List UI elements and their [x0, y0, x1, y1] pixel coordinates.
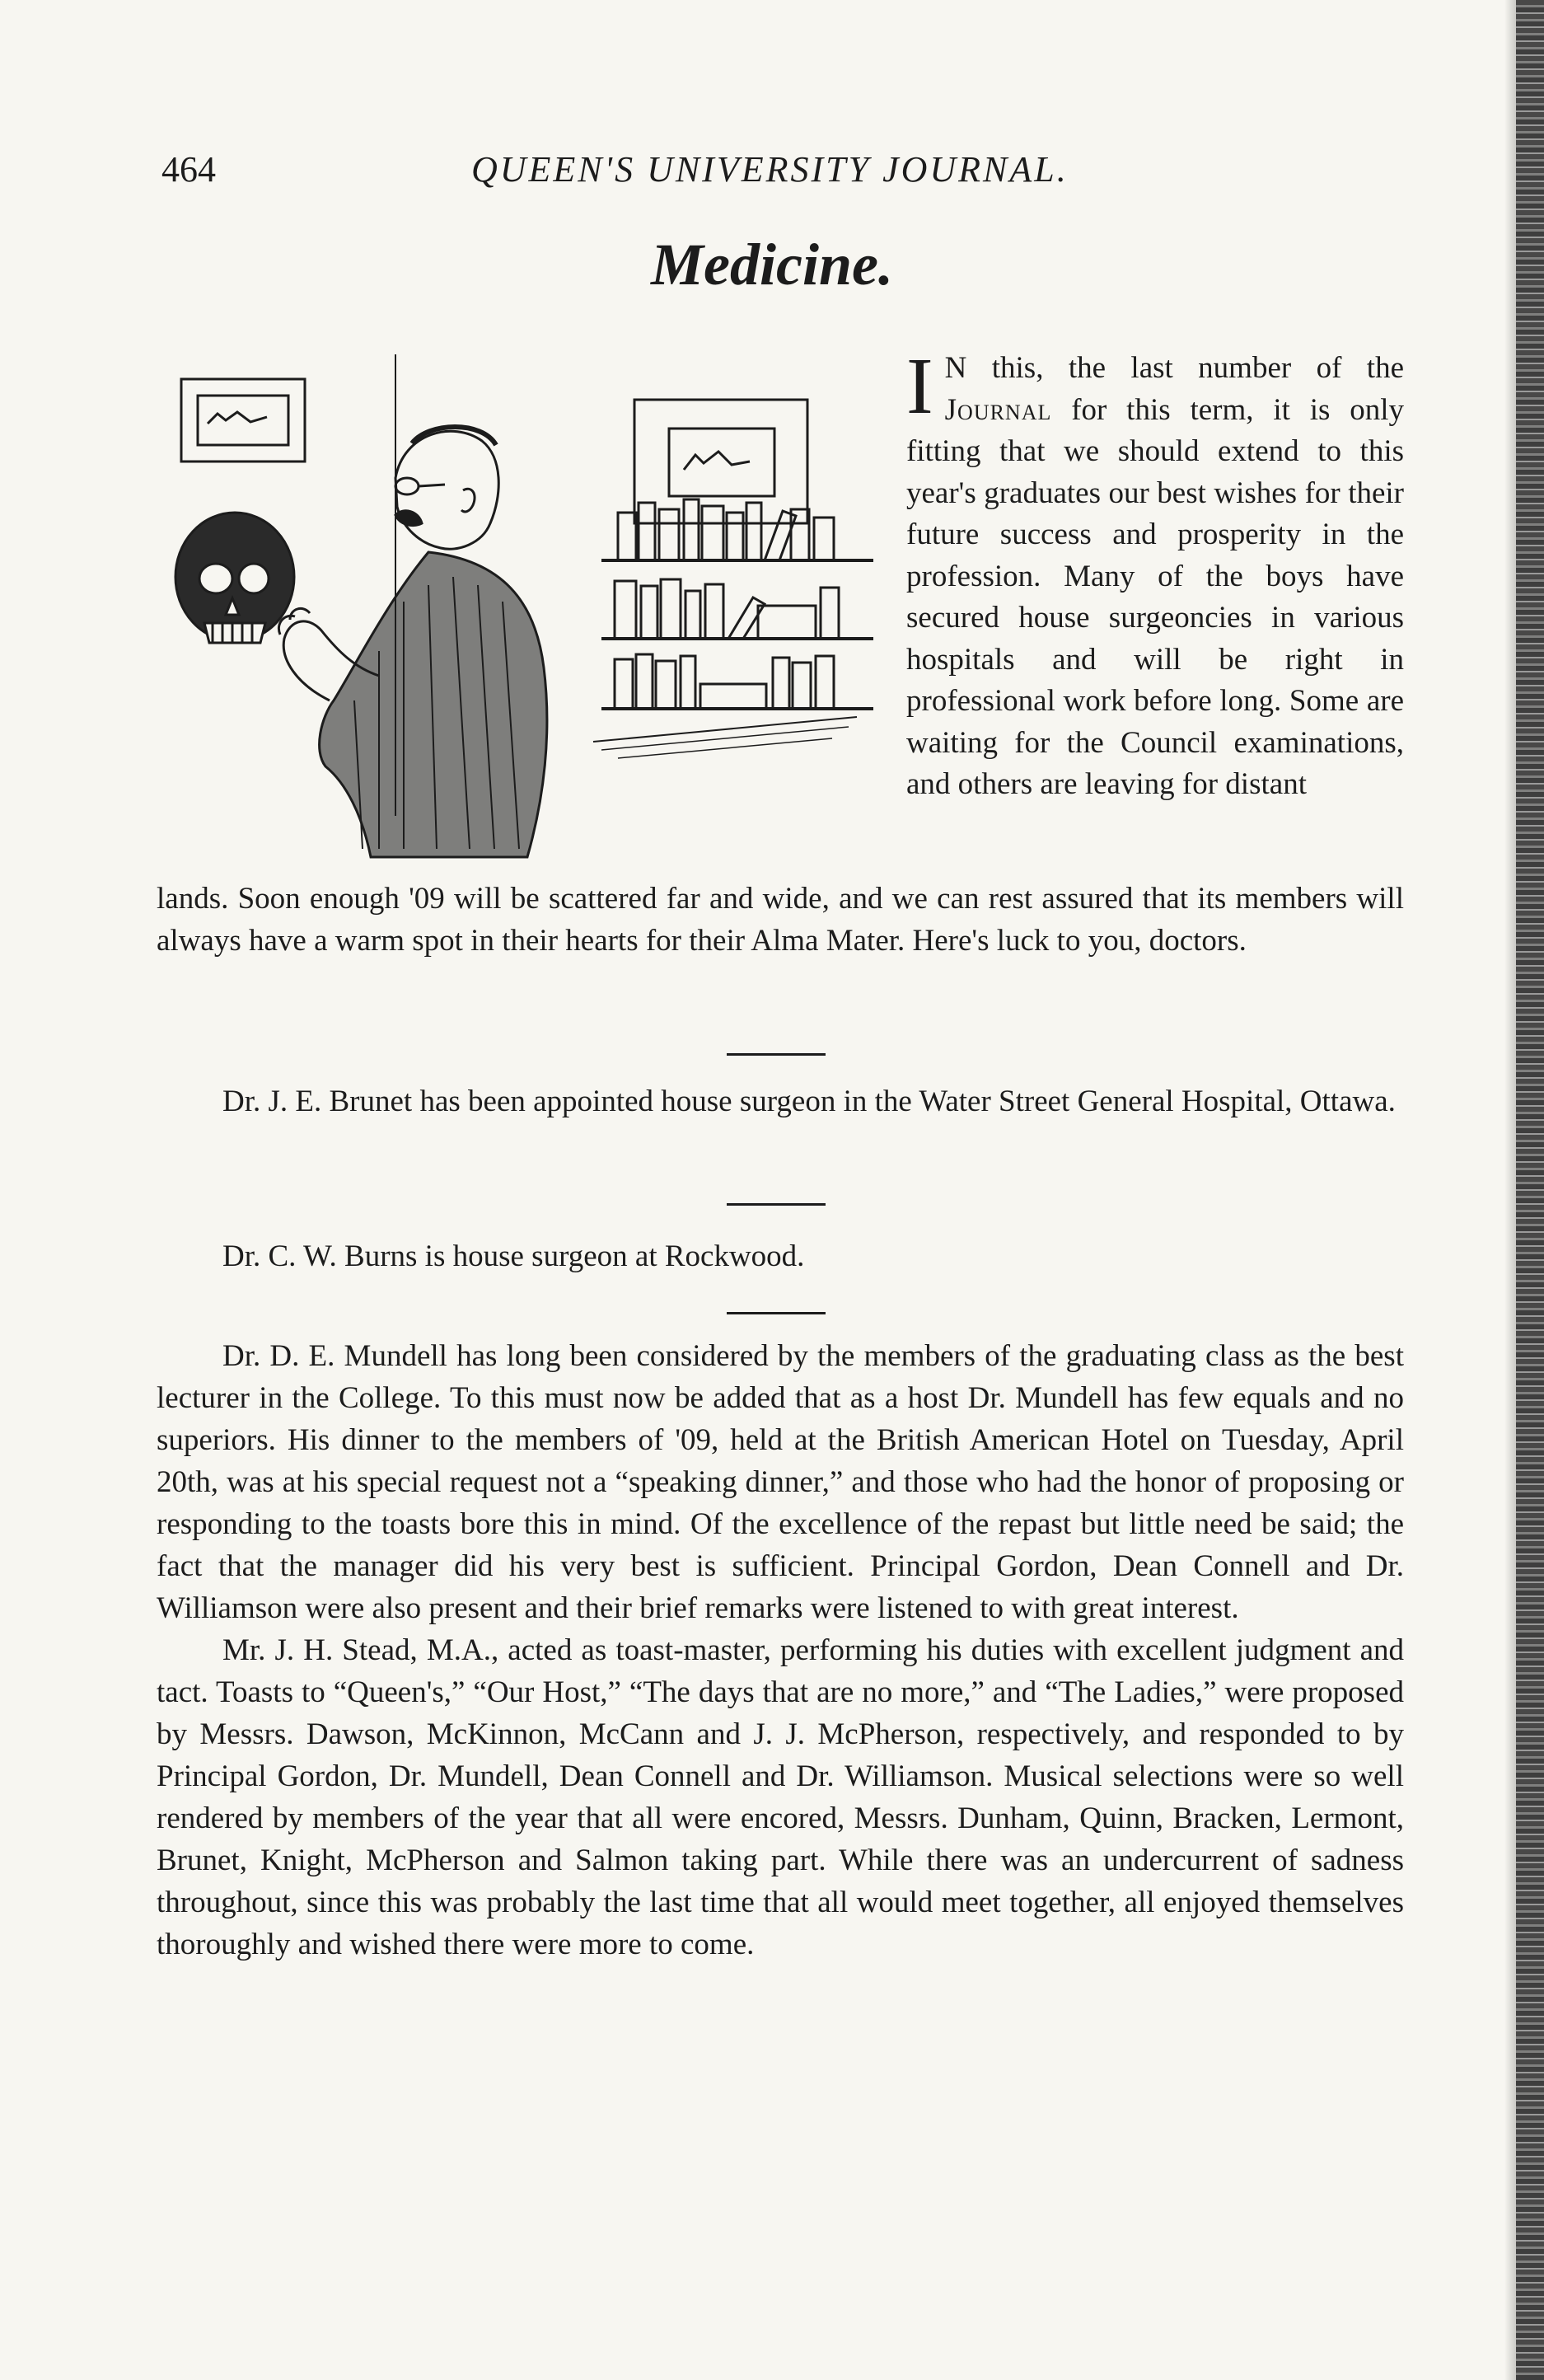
- article-paragraph: Dr. D. E. Mundell has long been considered by the members of the graduating class as the best lecturer in the College. To this must now be added that as a host Dr. Mundell has few equals and no superiors. His dinner to the members of '09, held at the British American Hotel on Tuesday, April 20th, was at his special request not a “speaking dinner,” and those who had the honor of proposing or responding to the toasts bore this in mind. Of the excellence of the repast but little need be said; the fact that the manager did his very best is sufficient. Principal Gordon, Dean Connell and Dr. Williamson were also present and their brief remarks were listened to with great interest.: [157, 1339, 1404, 1625]
- doctor-holding-skull-illustration: [157, 354, 873, 865]
- skull-icon: [175, 513, 294, 643]
- note-brunet: Dr. J. E. Brunet has been appointed house surgeon in the Water Street General Hospital, Ottawa.: [222, 1085, 1396, 1118]
- article-body: [157, 1335, 1404, 1965]
- divider-rule: [727, 1053, 826, 1056]
- intro-first-line: N this, the last number of the: [944, 351, 1404, 385]
- article-paragraph: Mr. J. H. Stead, M.A., acted as toast-master, performing his duties with excellent judgment and tact. Toasts to “Queen's,” “Our Host,” “The days that are no more,” and “The Ladies,” were proposed by Messrs. Dawson, McKinnon, McCann and J. J. McPherson, respectively, and responded to by Principal Gordon, Dr. Mundell, Dean Connell and Dr. Williamson. Musical selections were so well rendered by members of the year that all were encored, Messrs. Dunham, Quinn, Bracken, Lermont, Brunet, Knight, McPherson and Salmon taking part. While there was an undercurrent of sadness throughout, since this was probably the last time that all would meet together, all enjoyed themselves thoroughly and wished there were more to come.: [157, 1633, 1404, 1961]
- intro-column-text: [906, 342, 1404, 806]
- framed-picture-left-icon: [181, 379, 305, 461]
- doctor-figure-icon: [278, 427, 547, 857]
- page-binding-edge: [1516, 0, 1544, 2380]
- intro-column-body: for this term, it is only fitting that we should extend to this year's graduates our best wishes for their future success and prosperity in the profession. Many of the boys have secured house surgeoncies in various hospitals and will be right in professional work before long. Some are waiting for the Council examinations, and others are leaving for distant: [906, 392, 1404, 801]
- note-burns: Dr. C. W. Burns is house surgeon at Rockwood.: [222, 1239, 805, 1273]
- page-gutter-shadow: [1504, 0, 1516, 2380]
- section-title: Medicine.: [651, 232, 893, 298]
- page-header: [161, 148, 1397, 206]
- drop-cap: I: [906, 342, 933, 431]
- divider-rule: [727, 1203, 826, 1206]
- bookshelf-icon: [593, 499, 873, 758]
- intro-continuation: lands. Soon enough '09 will be scattered far and wide, and we can rest assured that its members will always have a warm spot in their hearts for their Alma Mater. Here's luck to you, doctors.: [157, 882, 1404, 958]
- journal-word: Journal: [944, 392, 1052, 427]
- divider-rule: [727, 1312, 826, 1314]
- page-number: 464: [161, 149, 216, 190]
- journal-title: QUEEN'S UNIVERSITY JOURNAL.: [471, 149, 1069, 190]
